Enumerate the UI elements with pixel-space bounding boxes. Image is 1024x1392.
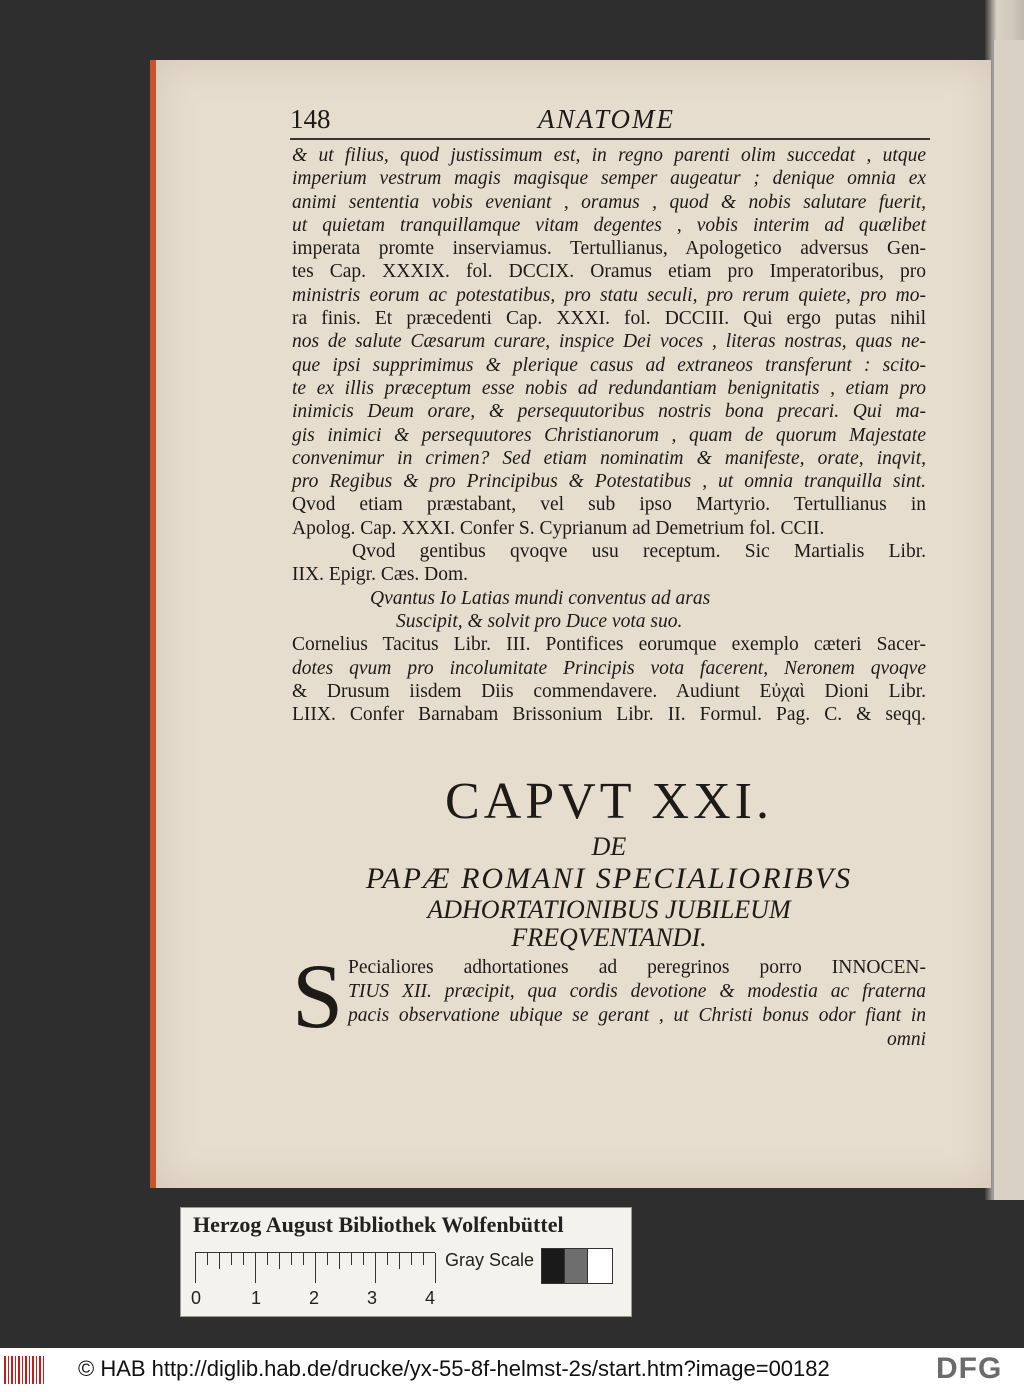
- ruler-tick: [243, 1253, 244, 1265]
- drop-cap: S: [292, 945, 344, 1047]
- ruler-tick: [255, 1253, 256, 1283]
- ruler-tick: [375, 1253, 376, 1283]
- ruler-number: 0: [191, 1288, 202, 1308]
- verse-line: Qvantus Io Latias mundi conventus ad aras: [370, 587, 711, 609]
- text-line: convenimur in crimen? Sed etiam nominatim & manifeste, orate, inqvit,: [292, 447, 926, 469]
- text-line: inimicis Deum orare, & persequutoribus nostris bona precari. Qui ma-: [292, 401, 926, 423]
- text-line: pro Regibus & pro Principibus & Potestatibus , ut omnia tranquilla sint.: [292, 471, 926, 493]
- gray-swatch-mid: [564, 1248, 588, 1284]
- text-line: ut quietam tranquillamque vitam degentes , vobis interim ad quælibet: [292, 214, 926, 236]
- page-header: [290, 104, 930, 136]
- text-line: ra finis. Et præcedenti Cap. XXXI. fol. DCCIII. Qui ergo putas nihil: [292, 308, 926, 330]
- ruler-tick: [327, 1253, 328, 1265]
- ruler-tick: [267, 1253, 268, 1265]
- text-line: pacis observatione ubique se gerant , ut Christi bonus odor fiant in: [348, 1005, 926, 1026]
- text-line: tes Cap. XXXIX. fol. DCCIX. Oramus etiam pro Imperatoribus, pro: [292, 261, 926, 283]
- chapter-number: CAPVT XXI.: [445, 773, 773, 830]
- ruler-number: 4: [425, 1288, 436, 1308]
- text-line: animi sententia vobis eveniant , oramus , quod & nobis salutare fuerit,: [292, 191, 926, 213]
- facing-page: [993, 40, 1024, 1200]
- library-name: Herzog August Bibliothek Wolfenbüttel: [193, 1212, 564, 1237]
- chapter-body: [292, 945, 926, 1052]
- ruler-tick: [387, 1253, 388, 1265]
- chapter-title-line: PAPÆ ROMANI SPECIALIORIBVS: [365, 862, 853, 895]
- ruler-tick: [399, 1253, 400, 1269]
- ruler-tick: [279, 1253, 280, 1269]
- ruler-tick: [219, 1253, 220, 1269]
- text-line: Qvod gentibus qvoqve usu receptum. Sic Martialis Libr.: [352, 541, 926, 563]
- text-line: TIUS XII. præcipit, qua cordis devotione & modestia ac fraterna: [348, 981, 926, 1002]
- ruler-number: 3: [367, 1288, 378, 1308]
- copyright-link[interactable]: © HAB http://diglib.hab.de/drucke/yx-55-8f-helmst-2s/start.htm?image=00182: [78, 1356, 830, 1381]
- running-title: ANATOME: [538, 104, 676, 134]
- ruler-tick: [363, 1253, 364, 1265]
- ruler-tick: [207, 1253, 208, 1265]
- verse-line: Suscipit, & solvit pro Duce vota suo.: [396, 610, 683, 632]
- catchword: omni: [887, 1029, 926, 1050]
- text-line: imperium vestrum magis magisque semper augeatur ; denique omnia ex: [292, 168, 926, 190]
- ruler-tick: [351, 1253, 352, 1265]
- ruler-tick: [435, 1253, 436, 1283]
- gray-swatch-black: [541, 1248, 565, 1284]
- text-line: gis inimici & persequutores Christianorum , quam de quorum Majestate: [292, 424, 926, 446]
- page-number: 148: [290, 104, 331, 134]
- chapter-title-line: ADHORTATIONIBUS JUBILEUM: [427, 895, 791, 924]
- ruler-tick: [423, 1253, 424, 1265]
- ruler-tick: [303, 1253, 304, 1265]
- barcode-icon: [4, 1356, 46, 1384]
- header-rule: [290, 138, 930, 140]
- chapter-heading: [292, 772, 926, 952]
- text-line: imperata promte inserviamus. Tertullianus, Apologetico adversus Gen-: [292, 238, 926, 260]
- ruler-tick: [339, 1253, 340, 1269]
- chapter-de: DE: [591, 832, 627, 861]
- text-line: Apolog. Cap. XXXI. Confer S. Cyprianum ad Demetrium fol. CCII.: [292, 517, 825, 539]
- library-scale-label: [180, 1207, 632, 1317]
- text-line: Pecialiores adhortationes ad peregrinos porro INNOCEN-: [348, 957, 926, 978]
- text-line: que ipsi supprimimus & plerique casus ad extraneos transferunt : scito-: [292, 354, 926, 376]
- text-line: & ut filius, quod justissimum est, in regno parenti olim succedat , utque: [292, 145, 926, 166]
- chapter-title-line: FREQVENTANDI.: [511, 923, 707, 952]
- text-line: Qvod etiam præstabant, vel sub ipso Martyrio. Tertullianus in: [292, 494, 926, 516]
- footer-bar: [0, 1348, 1024, 1392]
- text-line: dotes qvum pro incolumitate Principis vota facerent, Neronem qvoqve: [292, 657, 926, 679]
- text-line: Cornelius Tacitus Libr. III. Pontifices eorumque exemplo cæteri Sacer-: [292, 634, 926, 656]
- ruler-tick: [291, 1253, 292, 1265]
- text-line: LIIX. Confer Barnabam Brissonium Libr. II. Formul. Pag. C. & seqq.: [292, 704, 926, 726]
- ruler-tick: [315, 1253, 316, 1283]
- gray-swatch-white: [587, 1248, 613, 1284]
- text-line: IIX. Epigr. Cæs. Dom.: [292, 564, 469, 586]
- ruler-number: 2: [309, 1288, 320, 1308]
- text-line: ministris eorum ac potestatibus, pro statu seculi, pro rerum quiete, pro mo-: [292, 284, 926, 306]
- dfg-logo: DFG: [936, 1352, 1003, 1385]
- ruler-number: 1: [251, 1288, 262, 1308]
- text-line: & Drusum iisdem Diis commendavere. Audiunt Εὐχαὶ Dioni Libr.: [292, 680, 926, 702]
- text-line: nos de salute Cæsarum curare, inspice Dei voces , literas nostras, quas ne-: [292, 331, 926, 353]
- main-text: [292, 144, 926, 726]
- ruler-tick: [231, 1253, 232, 1265]
- text-line: te ex illis præceptum esse nobis ad redundantiam benignitatis , etiam pro: [292, 377, 926, 399]
- gray-scale-label: Gray Scale: [445, 1250, 535, 1270]
- ruler: [195, 1252, 435, 1289]
- ruler-tick: [411, 1253, 412, 1265]
- ruler-tick: [195, 1253, 196, 1283]
